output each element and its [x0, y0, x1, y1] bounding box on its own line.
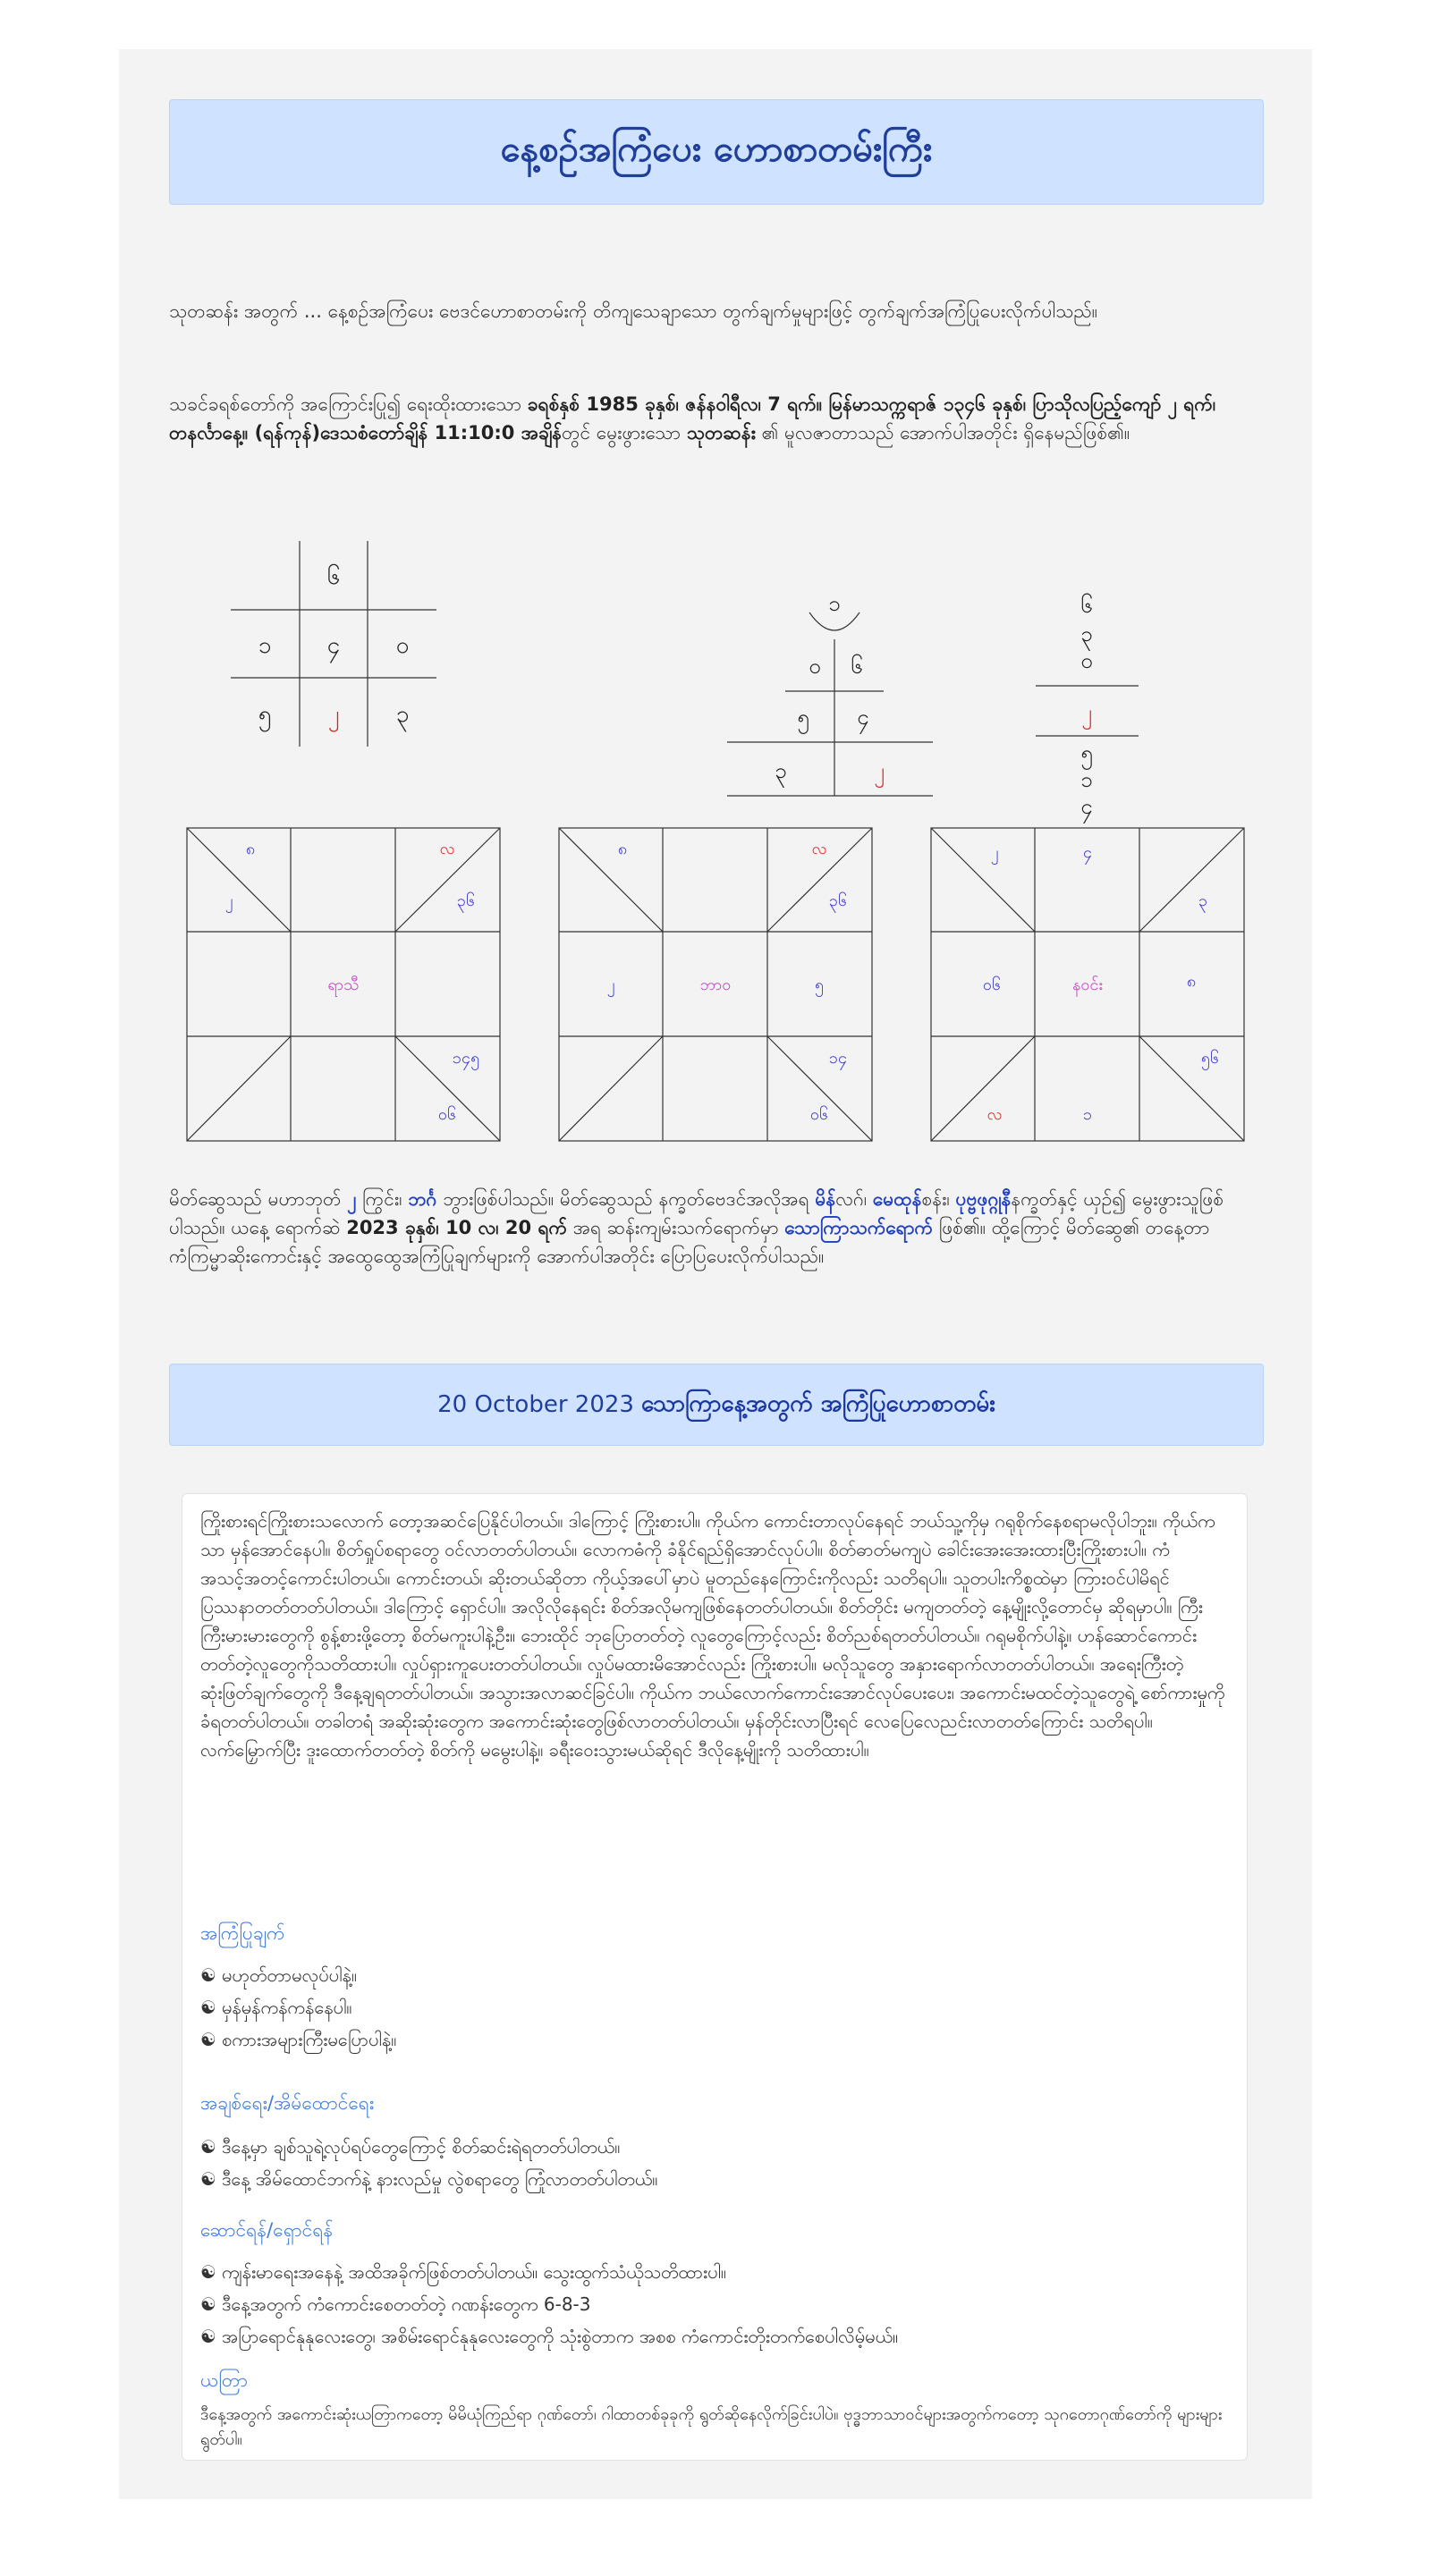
birth-prefix: သခင်ခရစ်တော်ကို အကြောင်းပြု၍ ရေးထိုးထားသော [169, 393, 528, 415]
yin-yang-icon: ☯ [200, 2326, 216, 2347]
zodiac-influence: သောကြာသက်ရောက် [784, 1217, 934, 1238]
zodiac-text-8: ဖြစ်၏။ ထို့ကြောင့် မိတ်ဆွေ၏ တနေ့တာ ကံကြမ္မာဆိုးကောင်းနှင့် အထွေထွေအကြံပြုချက်များကို အောက်ပါအတိုင်း ပြောပြပေးလိုက်ပါသည်။ [169, 1217, 1210, 1267]
grid3-center: နဝင်း [1072, 976, 1103, 994]
daily-title: သောကြာနေ့အတွက် အကြံပြုဟောစာတမ်း [640, 1389, 995, 1417]
chart3-s2-a: ၅ [1080, 740, 1093, 765]
yin-yang-icon: ☯ [200, 2261, 216, 2283]
grid3-br: ၅၆ [1200, 1049, 1220, 1068]
section-heading-love: အချစ်ရေး/အိမ်ထောင်ရေး [200, 2092, 375, 2114]
zodiac-lagna: မိန် [815, 1188, 836, 1210]
yin-yang-icon: ☯ [200, 2029, 216, 2050]
chart2-r1-left: ၀ [809, 654, 821, 679]
grid1-tr2: ၃၆ [456, 891, 476, 910]
grid1-br1: ၁၄၅ [452, 1049, 480, 1068]
list-item: ☯ စကားအများကြီးမပြောပါနဲ့။ [200, 2029, 397, 2050]
zodiac-text-3: ဘွားဖြစ်ပါသည်။ မိတ်ဆွေသည် နက္ခတ်ဗေဒင်အလိုအရ [436, 1188, 816, 1210]
chart2-r3-right: ၂ [874, 758, 885, 783]
chart3-s2-b: ၁ [1080, 767, 1093, 792]
navamsa-grid [930, 827, 1245, 1142]
yasi-grid [186, 827, 501, 1142]
chart2-r2-right: ၄ [857, 705, 869, 730]
chart1-mid-right: ၀ [395, 632, 410, 659]
yin-yang-icon: ☯ [200, 2168, 216, 2190]
grid1-tl1: ၈ [245, 840, 256, 858]
list-item: ☯ ကျန်းမာရေးအနေနဲ့ အထိအခိုက်ဖြစ်တတ်ပါတယ်။ သွေးထွက်သံယိုသတိထားပါ။ [200, 2261, 726, 2283]
grid2-br2: ၀၆ [809, 1105, 829, 1124]
grid3-ml: ၀၆ [982, 976, 1002, 994]
yin-yang-icon: ☯ [200, 2136, 216, 2158]
zodiac-birth-day: ဘင်္ဂ [408, 1188, 437, 1210]
birth-date: ခရစ်နှစ် 1985 ခုနှစ်၊ ဇန်နဝါရီလ၊ 7 ရက်။ မြန်မာသက္ကရာဇ် ၁၃၄၆ ခုနှစ်၊ ပြာသိုလပြည့်ကျော် ၂ ရက်၊ တနင်္လာနေ့။ (ရန်ကုန်)ဒေသစံတော်ချိန် 11:10:0 အချိန် [169, 393, 1216, 443]
grid1-center: ရာသီ [327, 976, 360, 994]
advice-list [200, 1959, 396, 2056]
intro-text: သုတဆန်း အတွက် ... နေ့စဉ်အကြံပေး ဗေဒင်ဟောစာတမ်းကို တိကျသေချာသော တွက်ချက်မှုများဖြင့် တွက်ချက်အကြံပြုပေးလိုက်ပါသည်။ [169, 300, 1098, 322]
zodiac-summary [169, 1185, 1262, 1271]
zodiac-text-1: မိတ်ဆွေသည် မဟာဘုတ် [169, 1188, 348, 1210]
zodiac-star: ပုဗ္ဗဖုဂ္ဂုနီ [955, 1188, 1012, 1210]
zodiac-date: 2023 ခုနှစ်၊ 10 လ၊ 20 ရက် [346, 1217, 568, 1238]
list-item: ☯ အပြာရောင်နုနုလေးတွေ၊ အစိမ်းရောင်နုနုလေးတွေကို သုံးစွဲတာက အစစ ကံကောင်းတိုးတက်စေပါလိမ့်မယ်။ [200, 2326, 899, 2347]
zodiac-number: ၂ [347, 1188, 357, 1210]
page-title: နေ့စဉ်အကြံပေး ဟောစာတမ်းကြီး [169, 99, 1264, 205]
bhava-grid [558, 827, 873, 1142]
chart2-top: ၁ [828, 591, 841, 616]
daily-date: 20 October 2023 [437, 1391, 634, 1418]
grid2-tr2: ၃၆ [828, 891, 848, 910]
grid3-tc: ၄ [1082, 843, 1093, 862]
grid2-br1: ၁၄ [828, 1049, 848, 1068]
reading-text: ကြိုးစားရင်ကြိုးစားသလောက် တော့အဆင်ပြေနိုင်ပါတယ်။ ဒါကြောင့် ကြိုးစားပါ။ ကိုယ်က ကောင်းတာလုပ်နေရင် ဘယ်သူ့ကိုမှ ဂရုစိုက်နေစရာမလိုပါဘူး။ ကိုယ်ကသာ မှန်အောင်နေပါ။ စိတ်ရှုပ်စရာတွေ ဝင်လာတတ်ပါတယ်။ လောကဓံကို ခံနိုင်ရည်ရှိအောင်လုပ်ပါ။ စိတ်ဓာတ်မကျပဲ ခေါင်းအေးအေးထားပြီးကြိုးစားပါ။ ကံအသင့်အတင့်ကောင်းပါတယ်။ ကောင်းတယ်၊ ဆိုးတယ်ဆိုတာ ကိုယ့်အပေါ်မှာပဲ မူတည်နေကြောင်းကိုလည်း သတိရပါ။ သူတပါးကိစ္စထဲမှာ ကြားဝင်ပါမိရင် ပြဿနာတတ်တတ်ပါတယ်။ ဒါကြောင့် ရှောင်ပါ။ အလိုလိုနေရင်း စိတ်အလိုမကျဖြစ်နေတတ်ပါတယ်။ စိတ်တိုင်း မကျတတ်တဲ့ နေ့မျိုးလို့တောင်မှ ဆိုရမှာပါ။ ကြီးကြီးမားမားတွေကို စွန့်စားဖို့တော့ စိတ်မကူးပါနဲ့ဦး။ ဘေးထိုင် ဘုပြောတတ်တဲ့ လူတွေကြောင့်လည်း စိတ်ညစ်ရတတ်ပါတယ်။ ဂရုမစိုက်ပါနဲ့။ ဟန်ဆောင်ကောင်းတတ်တဲ့လူတွေကိုသတိထားပါ။ လှုပ်ရှားကူပေးတတ်ပါတယ်။ လှုပ်မထားမိအောင်လည်း ကြိုးစားပါ။ မလိုသူတွေ အနှားရောက်လာတတ်ပါတယ်။ အရေးကြီးတဲ့ ဆုံးဖြတ်ချက်တွေကို ဒီနေ့ချရတတ်ပါတယ်။ အသွားအလာဆင်ခြင်ပါ။ ကိုယ်က ဘယ်လောက်ကောင်းအောင်လုပ်ပေးပေး၊ အကောင်းမထင်တဲ့သူတွေရဲ့ စော်ကားမှုကို ခံရတတ်ပါတယ်။ တခါတရံ အဆိုးဆုံးတွေက အကောင်းဆုံးတွေဖြစ်လာတတ်ပါတယ်။ မှန်တိုင်းလာပြီးရင် လေပြေလေညင်းလာတတ်ကြောင်း သတိရပါ။ လက်မြှောက်ပြီး ဒူးထောက်တတ်တဲ့ စိတ်ကို မမွေးပါနဲ့။ ခရီးဝေးသွားမယ်ဆိုရင် ဒီလိုနေ့မျိုးကို သတိထားပါ။ [200, 1510, 1225, 1761]
grid3-bl: လ [986, 1105, 1003, 1124]
chart2-r1-right: ၆ [851, 654, 863, 679]
section-heading-yadaya: ယတြာ [200, 2369, 248, 2391]
chart2-r3-left: ၃ [775, 758, 787, 783]
page-container [119, 49, 1312, 2499]
birth-mid: တွင် မွေးဖွားသော [562, 422, 687, 443]
yin-yang-icon: ☯ [200, 1964, 216, 1986]
zodiac-moon: မေထုန် [872, 1188, 922, 1210]
grid2-center: ဘာဝ [699, 976, 732, 994]
chart3-s1-c: ၀ [1080, 648, 1093, 673]
dos-donts-list [200, 2256, 898, 2352]
grid1-tl2: ၂ [224, 891, 233, 910]
grid2-tr1: လ [811, 840, 827, 858]
chart1-bot-right: ၃ [395, 701, 410, 728]
love-list [200, 2131, 657, 2195]
grid1-br2: ၀၆ [437, 1105, 457, 1124]
list-item: ☯ ဒီနေ့ အိမ်ထောင်ဘက်နဲ့ နားလည်မှု လွဲစရာတွေ ကြုံလာတတ်ပါတယ်။ [200, 2168, 658, 2190]
section-heading-advice: အကြံပြုချက် [200, 1922, 285, 1944]
chart1-mid-left: ၁ [258, 632, 272, 659]
grid3-bc: ၁ [1082, 1105, 1093, 1124]
birth-suffix: ၏ မူလဇာတာသည် အောက်ပါအတိုင်း ရှိနေမည်ဖြစ်၏။ [755, 422, 1130, 443]
section-heading-dos-donts: ဆောင်ရန်/ရှောင်ရန် [200, 2219, 334, 2241]
list-item: ☯ ဒီနေ့မှာ ချစ်သူရဲ့လုပ်ရပ်တွေကြောင့် စိတ်ဆင်းရဲရတတ်ပါတယ်။ [200, 2136, 621, 2158]
horoscope-chart-cross [226, 536, 459, 751]
daily-reading-banner [169, 1364, 1264, 1446]
horoscope-chart-tree [718, 586, 951, 800]
yin-yang-icon: ☯ [200, 2293, 216, 2315]
grid2-mr: ၅ [814, 976, 825, 994]
grid3-tr: ၃ [1198, 891, 1208, 910]
list-item: ☯ မှန်မှန်ကန်ကန်နေပါ။ [200, 1997, 352, 2018]
grid3-tl: ၂ [990, 843, 999, 862]
chart2-r2-left: ၅ [797, 705, 809, 730]
zodiac-text-2: ကြွင်း၊ [356, 1188, 409, 1210]
zodiac-text-5: စန်း၊ [921, 1188, 956, 1210]
grid3-mr: ၈ [1186, 972, 1197, 991]
horoscope-chart-stack [1013, 586, 1192, 827]
zodiac-text-7: အရ ဆန်းကျမ်းသက်ရောက်မှာ [567, 1217, 785, 1238]
list-item: ☯ ဒီနေ့အတွက် ကံကောင်းစေတတ်တဲ့ ဂဏန်းတွေက 6-8-3 [200, 2293, 591, 2315]
chart3-s1-b: ၃ [1080, 621, 1093, 646]
chart3-s1-a: ၆ [1080, 593, 1093, 618]
yin-yang-icon: ☯ [200, 1997, 216, 2018]
grid1-tr1: လ [439, 840, 455, 858]
birth-name: သုတဆန်း [686, 422, 756, 443]
chart1-mid-center: ၄ [326, 632, 341, 659]
yadaya-text: ဒီနေ့အတွက် အကောင်းဆုံးယတြာကတော့ မိမိယုံကြည်ရာ ဂုဏ်တော်၊ ဂါထာတစ်ခုခုကို ရွတ်ဆိုနေလိုက်ခြင်းပါပဲ။ ဗုဒ္ဓဘာသာဝင်များအတွက်ကတော့ သုဂတောဂုဏ်တော်ကို များများရွတ်ပါ။ [200, 2405, 1223, 2449]
grid2-ml: ၂ [606, 976, 615, 994]
birth-info [169, 390, 1262, 447]
zodiac-text-4: လဂ်၊ [835, 1188, 873, 1210]
chart1-bot-center: ၂ [327, 701, 340, 728]
chart3-s2-c: ၄ [1080, 794, 1093, 819]
chart3-red: ၂ [1081, 700, 1092, 725]
reading-card [182, 1493, 1248, 2461]
zodiac-text-6: နက္ခတ်နှင့် ယှဉ်၍ မွေးဖွားသူဖြစ်ပါသည်။ ယနေ့ ရောက်ဆဲ [169, 1188, 1224, 1238]
grid2-tl1: ၈ [617, 840, 628, 858]
chart1-top: ၆ [326, 563, 341, 590]
chart1-bot-left: ၅ [258, 701, 272, 728]
list-item: ☯ မဟုတ်တာမလုပ်ပါနဲ့။ [200, 1964, 357, 1986]
